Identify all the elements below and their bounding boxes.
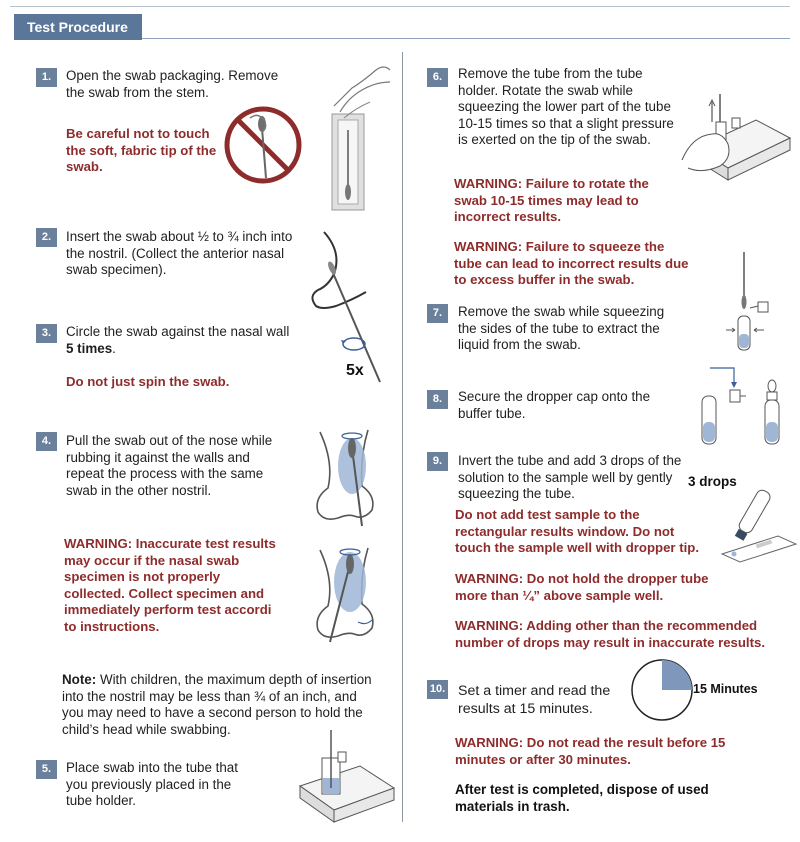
step-7-badge: 7. bbox=[427, 304, 448, 323]
step-10-warning: WARNING: Do not read the result before 15 minutes or after 30 minutes. bbox=[455, 735, 726, 767]
step-6-badge: 6. bbox=[427, 68, 448, 87]
step-1-badge: 1. bbox=[36, 68, 57, 87]
step-6-warning-2: WARNING: Failure to squeeze the tube can lead to incorrect results due to excess buffer in the swab. bbox=[454, 239, 689, 287]
top-rule bbox=[10, 6, 790, 7]
step-10-badge: 10. bbox=[427, 680, 448, 699]
tube-in-holder-illustration bbox=[296, 728, 396, 828]
step-1-warning: Be careful not to touch the soft, fabric tip of the swab. bbox=[66, 126, 217, 174]
note-text: With children, the maximum depth of insertion into the nostril may be less than ¾ of an inch, and you may need to have a second person to hold the child’s head while swabbing. bbox=[62, 672, 372, 737]
step-9-warning-2: WARNING: Do not hold the dropper tube more than ¼” above sample well. bbox=[455, 571, 709, 603]
step-2-badge: 2. bbox=[36, 228, 57, 247]
step-4-text: Pull the swab out of the nose while rubbing it against the walls and repeat the process with the same swab in the other nostril. bbox=[66, 433, 273, 498]
section-header bbox=[14, 14, 142, 40]
column-divider bbox=[402, 52, 403, 822]
disposal-instruction: After test is completed, dispose of used materials in trash. bbox=[455, 782, 709, 814]
step-3-text bbox=[66, 324, 316, 357]
step-3-period: . bbox=[112, 340, 116, 356]
step-7-text: Remove the swab while squeezing the sides of the tube to extract the liquid from the swab. bbox=[458, 304, 665, 352]
timer-icon bbox=[630, 658, 694, 722]
step-4-warning: WARNING: Inaccurate test results may occur if the nasal swab specimen is not properly collected. Collect specimen and immediately perform test accordi to instructions. bbox=[64, 536, 276, 634]
note-label: Note: bbox=[62, 672, 97, 687]
step-8-text: Secure the dropper cap onto the buffer tube. bbox=[458, 389, 651, 421]
nose-swab-rotation-illustration bbox=[300, 546, 400, 646]
step-3-warning: Do not just spin the swab. bbox=[66, 374, 230, 389]
step-2-text: Insert the swab about ½ to ¾ inch into the nostril. (Collect the anterior nasal swab specimen). bbox=[66, 229, 293, 277]
step-9-badge: 9. bbox=[427, 452, 448, 471]
step-3-badge: 3. bbox=[36, 324, 57, 343]
step-9-warning-1: Do not add test sample to the rectangular results window. Do not touch the sample well with dropper tip. bbox=[455, 507, 699, 555]
step-9-text: Invert the tube and add 3 drops of the solution to the sample well by gently squeezing the tube. bbox=[458, 453, 682, 501]
section-title: Test Procedure bbox=[27, 19, 128, 35]
step-4-badge: 4. bbox=[36, 432, 57, 451]
step-6-warning-1: WARNING: Failure to rotate the swab 10-15 times may lead to incorrect results. bbox=[454, 176, 649, 224]
header-rule bbox=[142, 38, 790, 39]
swab-package-illustration bbox=[324, 58, 394, 218]
step-3-text-main: Circle the swab against the nasal wall bbox=[66, 324, 290, 339]
squeeze-rotate-illustration bbox=[676, 92, 792, 192]
nose-swab-illustration bbox=[300, 428, 400, 528]
step-1-text: Open the swab packaging. Remove the swab from the stem. bbox=[66, 68, 279, 100]
step-8-badge: 8. bbox=[427, 390, 448, 409]
add-drops-illustration bbox=[712, 494, 798, 568]
drops-label: 3 drops bbox=[688, 474, 737, 489]
timer-label: 15 Minutes bbox=[693, 682, 758, 696]
remove-swab-illustration bbox=[718, 250, 778, 360]
step-5-text: Place swab into the tube that you previously placed in the tube holder. bbox=[66, 760, 238, 808]
step-9-warning-3: WARNING: Adding other than the recommended number of drops may result in inaccurate results. bbox=[455, 618, 765, 650]
step-10-text: Set a timer and read the results at 15 minutes. bbox=[458, 683, 611, 717]
circle-rotation-icon bbox=[340, 334, 368, 354]
step-5-badge: 5. bbox=[36, 760, 57, 779]
step-3-count: 5 times bbox=[66, 340, 113, 356]
rotation-count-label: 5x bbox=[346, 362, 364, 379]
no-touch-swab-illustration bbox=[222, 104, 304, 186]
dropper-cap-illustration bbox=[696, 360, 796, 448]
step-6-text: Remove the tube from the tube holder. Rotate the swab while squeezing the lower part of the tube 10-15 times so that a slight pressure is exerted on the tip of the swab. bbox=[458, 66, 674, 147]
